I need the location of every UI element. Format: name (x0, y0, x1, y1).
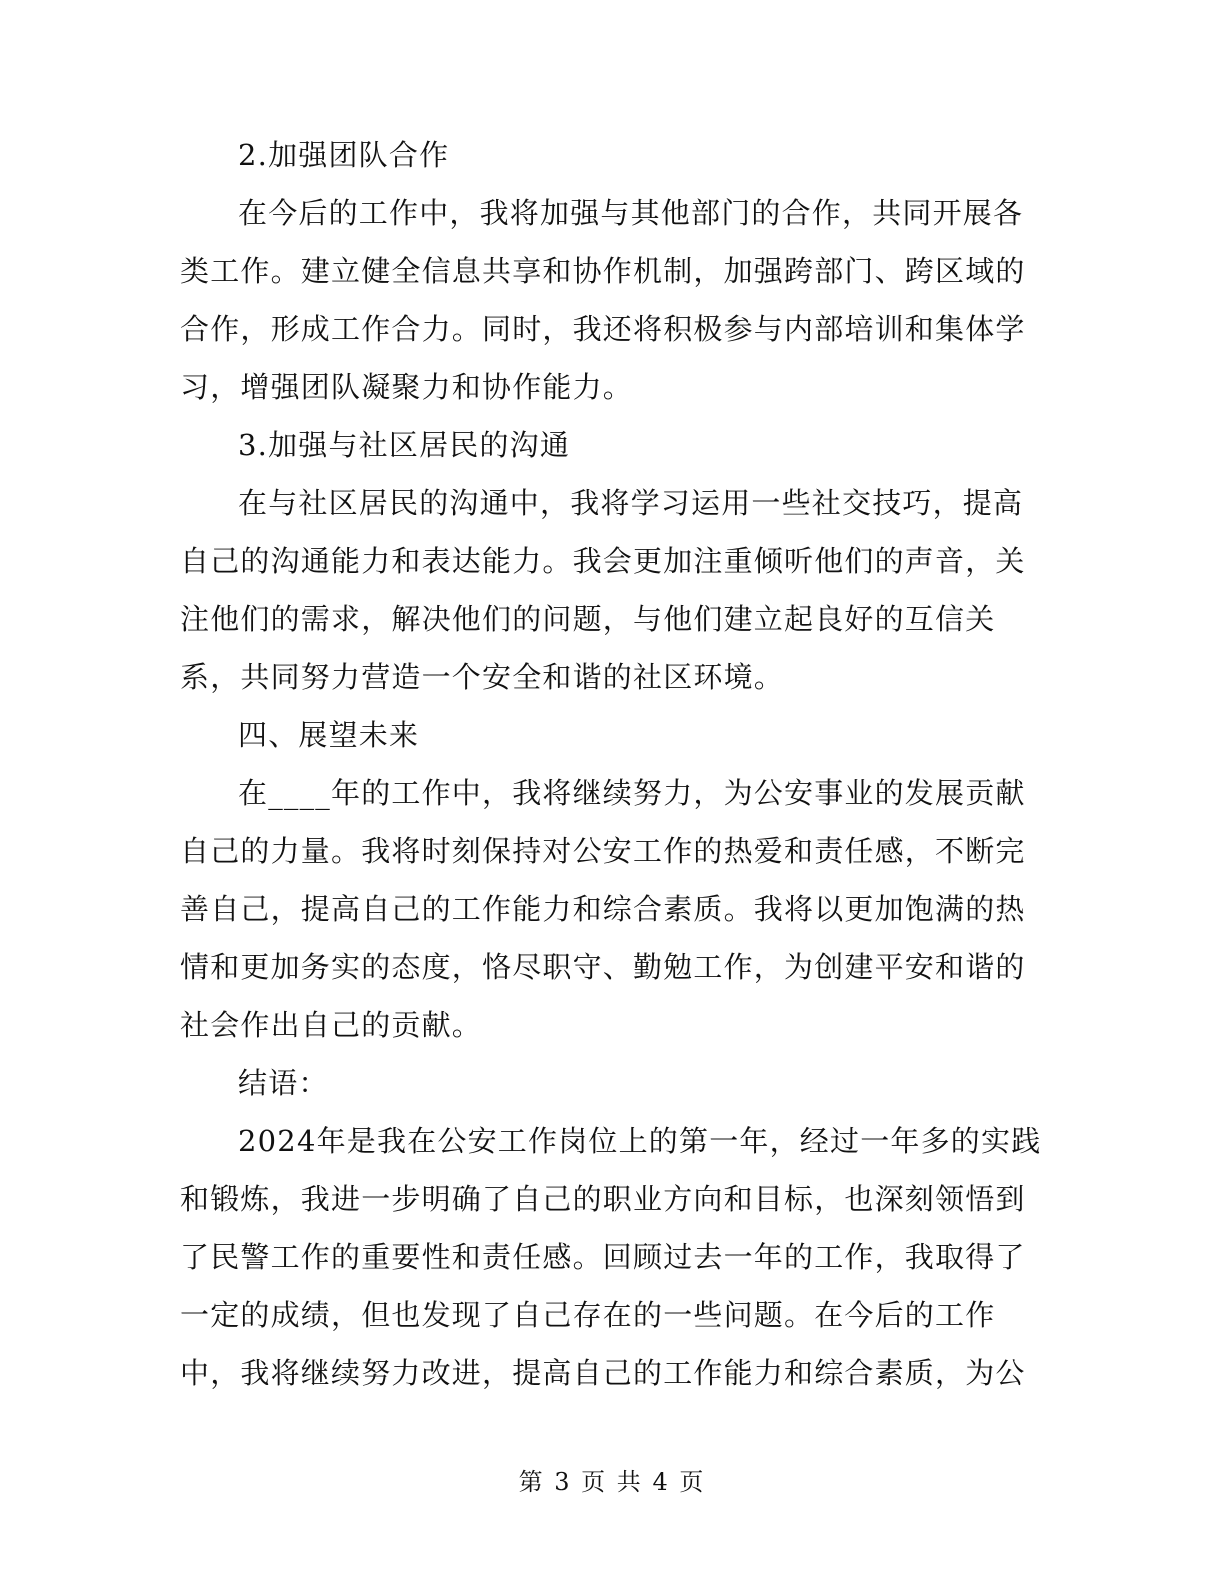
text-line: 类工作。建立健全信息共享和协作机制，加强跨部门、跨区域的 (180, 254, 1026, 288)
text-line: 一定的成绩，但也发现了自己存在的一些问题。在今后的工作 (180, 1298, 996, 1332)
document-body (180, 126, 1042, 1402)
text-line: 四、展望未来 (238, 718, 420, 752)
text-line: 系，共同努力营造一个安全和谐的社区环境。 (180, 660, 785, 694)
text-line: 在____年的工作中，我将继续努力，为公安事业的发展贡献 (238, 776, 1026, 810)
text-line: 自己的沟通能力和表达能力。我会更加注重倾听他们的声音，关 (180, 544, 1026, 578)
text-line: 习，增强团队凝聚力和协作能力。 (180, 370, 634, 404)
text-line: 注他们的需求，解决他们的问题，与他们建立起良好的互信关 (180, 602, 996, 636)
text-line: 了民警工作的重要性和责任感。回顾过去一年的工作，我取得了 (180, 1240, 1026, 1274)
text-line: 3.加强与社区居民的沟通 (238, 428, 571, 462)
text-line: 中，我将继续努力改进，提高自己的工作能力和综合素质，为公 (180, 1356, 1026, 1390)
text-line: 社会作出自己的贡献。 (180, 1008, 483, 1042)
text-line: 自己的力量。我将时刻保持对公安工作的热爱和责任感，不断完 (180, 834, 1026, 868)
text-line: 2.加强团队合作 (238, 138, 450, 172)
text-line: 在与社区居民的沟通中，我将学习运用一些社交技巧，提高 (238, 486, 1024, 520)
page-footer: 第 3 页 共 4 页 (518, 1468, 706, 1496)
text-line: 结语： (238, 1066, 329, 1100)
text-line: 情和更加务实的态度，恪尽职守、勤勉工作，为创建平安和谐的 (180, 950, 1026, 984)
text-line: 和锻炼，我进一步明确了自己的职业方向和目标，也深刻领悟到 (180, 1182, 1026, 1216)
text-line: 在今后的工作中，我将加强与其他部门的合作，共同开展各 (238, 196, 1024, 230)
text-line: 2024年是我在公安工作岗位上的第一年，经过一年多的实践 (238, 1124, 1042, 1158)
text-line: 合作，形成工作合力。同时，我还将积极参与内部培训和集体学 (180, 312, 1026, 346)
text-line: 善自己，提高自己的工作能力和综合素质。我将以更加饱满的热 (180, 892, 1026, 926)
